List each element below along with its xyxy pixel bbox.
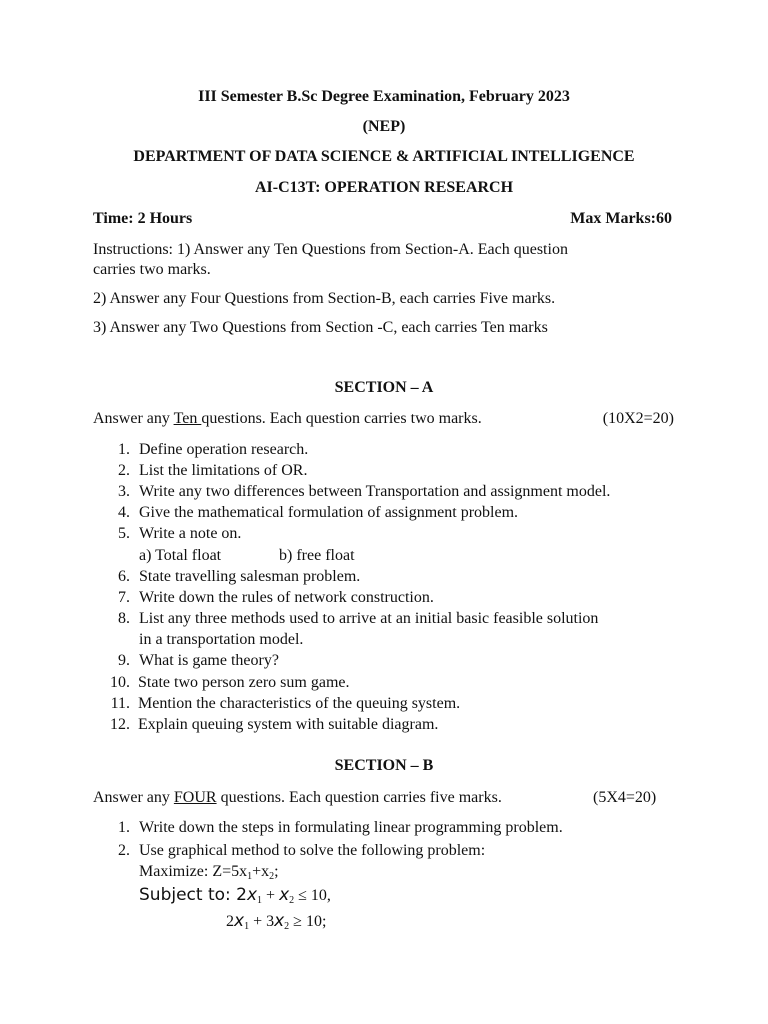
variable: x xyxy=(234,911,245,931)
objective-prefix: Maximize: Z=5x xyxy=(139,863,248,880)
question-text: Write any two differences between Transportation and assignment model. xyxy=(139,483,611,500)
instructions-line-1-cont: carries two marks. xyxy=(93,261,211,278)
question-text: Define operation research. xyxy=(139,441,309,458)
question-number: 2. xyxy=(118,842,130,859)
instructions-line-1: Instructions: 1) Answer any Ten Questions from Section-A. Each question xyxy=(93,241,568,258)
subscript: 2 xyxy=(269,871,275,882)
objective-mid: +x xyxy=(252,863,270,880)
question-text: Explain queuing system with suitable diagram. xyxy=(138,716,439,733)
section-b-intro xyxy=(93,789,502,807)
section-a-intro-count: Ten xyxy=(173,410,202,427)
operator: + 3 xyxy=(249,913,275,930)
question-subpart-b: b) free float xyxy=(279,547,355,564)
question-number: 8. xyxy=(118,610,130,627)
section-b-intro-pre: Answer any xyxy=(93,789,174,806)
time-label: Time: 2 Hours xyxy=(93,210,193,227)
constraint-rhs: ≤ 10, xyxy=(294,887,331,904)
question-number: 9. xyxy=(118,652,130,669)
question-number: 6. xyxy=(118,568,130,585)
objective-end: ; xyxy=(274,863,279,880)
question-number: 2. xyxy=(118,462,130,479)
question-number: 3. xyxy=(118,483,130,500)
section-b-intro-post: questions. Each question carries five marks. xyxy=(216,789,502,806)
coefficient: 2 xyxy=(226,913,234,930)
question-text: Give the mathematical formulation of assignment problem. xyxy=(139,504,519,521)
section-b-title: SECTION – B xyxy=(334,757,434,774)
question-number: 7. xyxy=(118,589,130,606)
department-title: DEPARTMENT OF DATA SCIENCE & ARTIFICIAL INTELLIGENCE xyxy=(133,148,635,165)
section-a-intro xyxy=(93,410,482,428)
question-number: 10. xyxy=(110,674,130,691)
section-a-intro-post: questions. Each question carries two marks. xyxy=(201,410,482,427)
question-text: Write down the steps in formulating linear programming problem. xyxy=(139,819,563,836)
question-number: 11. xyxy=(110,695,130,712)
question-text: What is game theory? xyxy=(139,652,279,669)
variable: x xyxy=(279,885,290,905)
constraint-2 xyxy=(226,911,326,932)
question-text-cont: in a transportation model. xyxy=(139,631,304,648)
question-subpart-a: a) Total float xyxy=(139,547,222,564)
subject-to-label: Subject to: 2 xyxy=(139,885,247,905)
subscript: 1 xyxy=(247,871,253,882)
section-b-marks: (5X4=20) xyxy=(593,789,657,806)
instructions-line-3: 3) Answer any Two Questions from Section -C, each carries Ten marks xyxy=(93,319,548,336)
subscript: 1 xyxy=(244,921,250,932)
section-b-intro-count: FOUR xyxy=(173,789,217,806)
course-title: AI-C13T: OPERATION RESEARCH xyxy=(254,179,514,196)
operator: + xyxy=(262,887,280,904)
scheme-label: (NEP) xyxy=(362,118,406,135)
subscript: 2 xyxy=(289,895,295,906)
question-text: List any three methods used to arrive at an initial basic feasible solution xyxy=(139,610,599,627)
question-text: State two person zero sum game. xyxy=(138,674,350,691)
variable: x xyxy=(246,885,258,905)
subscript: 1 xyxy=(257,895,263,906)
question-text: State travelling salesman problem. xyxy=(139,568,361,585)
question-number: 1. xyxy=(118,441,130,458)
instructions-line-2: 2) Answer any Four Questions from Section-B, each carries Five marks. xyxy=(93,290,556,307)
subscript: 2 xyxy=(284,921,290,932)
question-text: Use graphical method to solve the following problem: xyxy=(139,842,486,859)
question-text: List the limitations of OR. xyxy=(139,462,308,479)
constraint-rhs: ≥ 10; xyxy=(289,913,327,930)
question-number: 12. xyxy=(110,716,130,733)
objective-function xyxy=(139,863,279,882)
question-text: Write a note on. xyxy=(139,525,242,542)
max-marks-label: Max Marks:60 xyxy=(570,210,672,227)
question-number: 5. xyxy=(118,525,130,542)
constraint-1 xyxy=(139,885,331,906)
section-a-intro-pre: Answer any xyxy=(93,410,174,427)
exam-title: III Semester B.Sc Degree Examination, February 2023 xyxy=(198,88,570,105)
question-number: 4. xyxy=(118,504,130,521)
section-a-marks: (10X2=20) xyxy=(602,410,674,427)
variable: x xyxy=(274,911,285,931)
question-text: Write down the rules of network construction. xyxy=(139,589,434,606)
question-number: 1. xyxy=(118,819,130,836)
question-text: Mention the characteristics of the queuing system. xyxy=(138,695,461,712)
section-a-title: SECTION – A xyxy=(334,379,434,396)
